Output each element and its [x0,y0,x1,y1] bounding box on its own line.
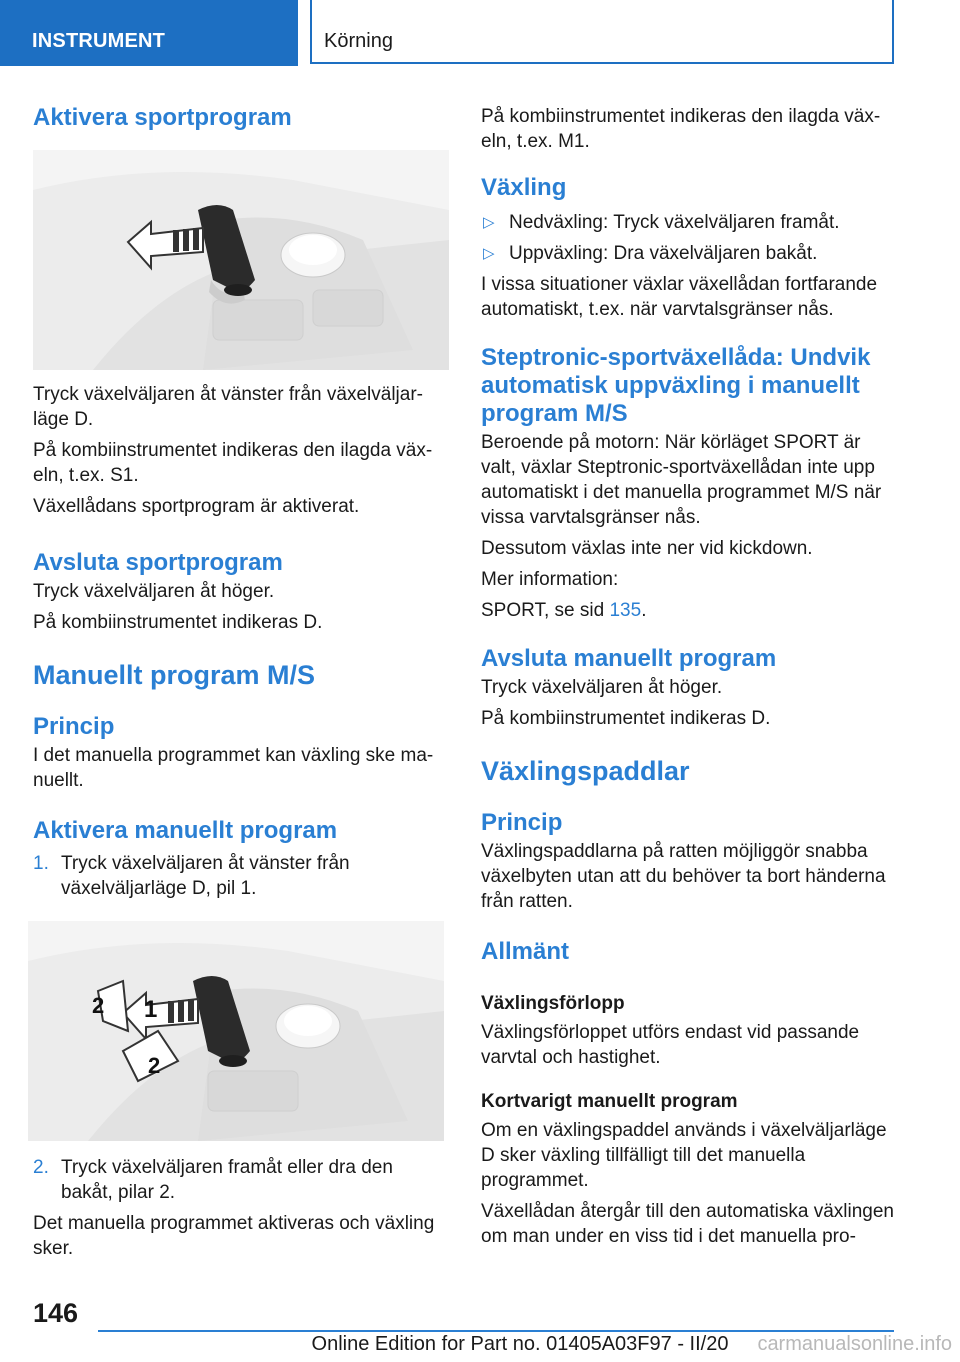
step-text: Tryck växelväljaren åt vänster från växelväljarläge D, pil 1. [61,853,350,899]
step-text: Tryck växelväljaren framåt eller dra den bakåt, pilar 2. [61,1157,393,1203]
heading-end-sport: Avsluta sportprogram [33,549,283,576]
step-number: 2. [33,1157,49,1178]
paragraph: Växlingsförloppet utförs endast vid passande varvtal och hastighet. [481,1022,860,1068]
header-frame [310,0,894,64]
page-header [0,0,960,66]
heading-end-manual: Avsluta manuellt program [481,645,777,672]
paragraph: Mer information: [481,569,619,590]
list-item-step-2 [33,1155,449,1205]
heading-princip: Princip [481,809,563,836]
bullet-text: Uppväxling: Dra växelväljaren bakåt. [509,243,818,264]
paragraph: Växellådan återgår till den automatiska växlingen om man under en viss tid i det manuella pro- [481,1201,894,1247]
chapter-tab: INSTRUMENT [0,0,298,66]
paragraph: Tryck växelväljaren åt höger. [481,677,723,698]
paragraph: Det manuella programmet aktiveras och växling sker. [33,1213,435,1259]
paragraph: Tryck växelväljaren åt höger. [33,581,275,602]
page-number: 146 [33,1298,79,1328]
bullet-arrow-icon: ▷ [483,214,495,231]
edition-text: Online Edition for Part no. 01405A03F97 - II/20 [311,1333,729,1355]
paragraph: Växlingspaddlarna på ratten möjliggör snabba växelbyten utan att du behöver ta bort händerna från ratten. [481,841,886,912]
heading-activate-manual: Aktivera manuellt program [33,817,338,844]
left-column [33,98,449,1261]
heading-manual-program: Manuellt program M/S [33,660,316,690]
heading-steptronic: Steptronic-sportväxellåda: Undvik automatisk uppväxling i manuellt program M/S [481,344,871,427]
list-item-step-1 [33,851,449,901]
paragraph: Dessutom växlas inte ner vid kickdown. [481,538,813,559]
paragraph: I vissa situationer växlar växellådan fortfarande automatiskt, t.ex. när varvtalsgränser nås. [481,274,878,320]
arrow-label-2-bottom: 2 [148,1053,161,1078]
heading-short-manual: Kortvarigt manuellt program [481,1091,738,1112]
paragraph-reference [481,598,897,623]
heading-general: Allmänt [481,938,570,965]
reference-end: . [641,600,647,621]
heading-paddles: Växlingspaddlar [481,756,690,786]
heading-princip: Princip [33,713,115,740]
paragraph: Tryck växelväljaren åt vänster från växelväljarläge D. [33,384,423,430]
paragraph: På kombiinstrumentet indikeras den ilagda växeln, t.ex. S1. [33,440,433,486]
right-column [481,98,897,1249]
gear-selector-illustration-manual [28,921,444,1141]
page-link[interactable]: 135 [609,600,642,621]
bullet-text: Nedväxling: Tryck växelväljaren framåt. [509,212,840,233]
bullet-item [481,241,897,266]
section-title: Körning [324,30,393,52]
heading-activate-sport: Aktivera sportprogram [33,104,292,131]
paragraph: På kombiinstrumentet indikeras den ilagda växeln, t.ex. M1. [481,106,881,152]
bullet-arrow-icon: ▷ [483,245,495,262]
heading-shift: Växling [481,174,567,201]
arrow-label-1: 1 [144,996,158,1023]
paragraph: På kombiinstrumentet indikeras D. [33,612,323,633]
bullet-item [481,210,897,235]
arrow-label-2-top: 2 [92,993,105,1018]
paragraph: Om en växlingspaddel används i växelväljarläge D sker växling tillfälligt till det manuella programmet. [481,1120,887,1191]
heading-shift-process: Växlingsförlopp [481,993,625,1014]
watermark: carmanualsonline.info [757,1333,952,1355]
footer-divider [98,1330,894,1332]
gear-selector-illustration-sport [33,150,449,370]
step-number: 1. [33,853,49,874]
paragraph: På kombiinstrumentet indikeras D. [481,708,771,729]
paragraph: I det manuella programmet kan växling ske manuellt. [33,745,434,791]
reference-text: SPORT, se sid [481,600,610,621]
paragraph: Beroende på motorn: När körläget SPORT är valt, växlar Steptronic-sportväxellådan inte upp automatiskt i det manuella programmet M/S när vissa varvtalsgränser nås. [481,432,882,528]
paragraph: Växellådans sportprogram är aktiverat. [33,496,360,517]
